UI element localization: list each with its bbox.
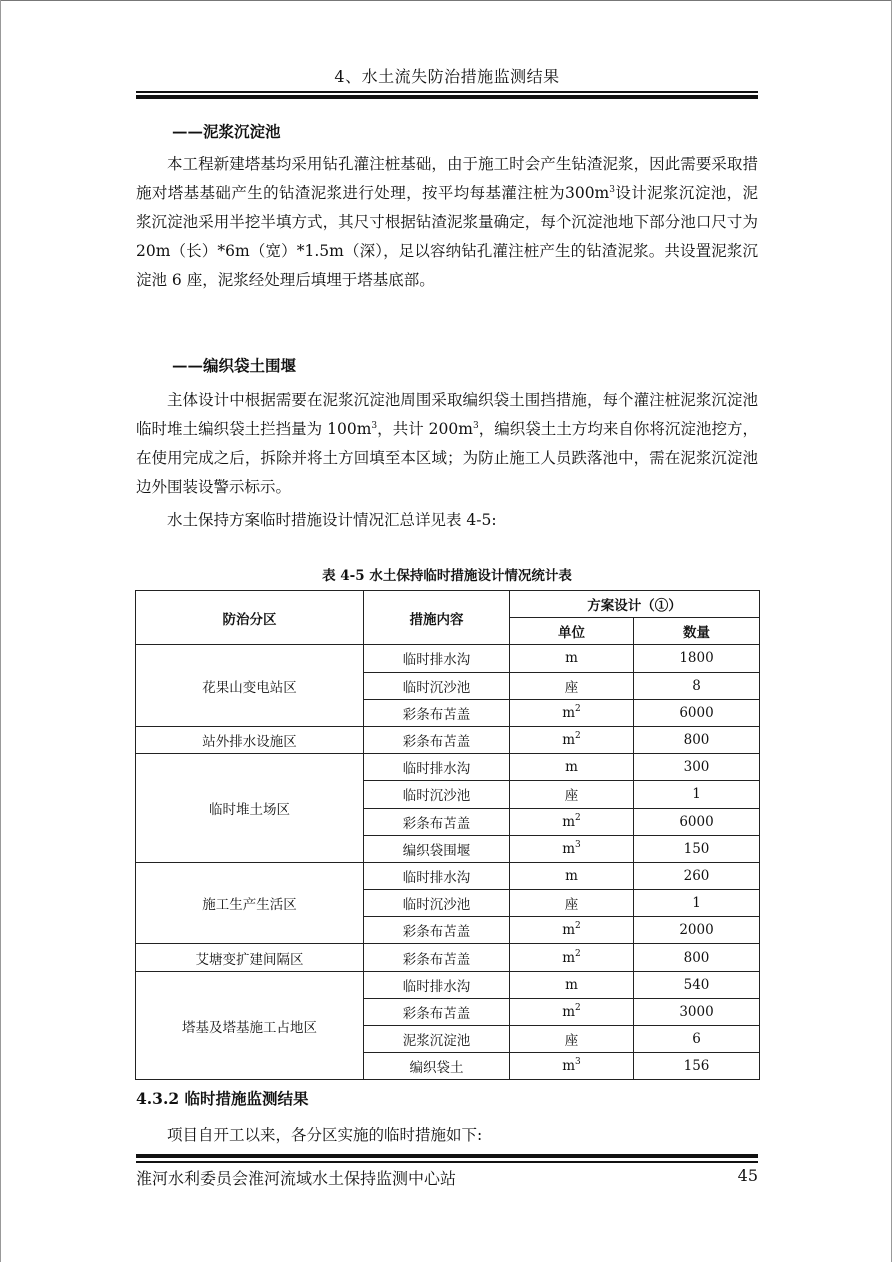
unit-text: 座 (564, 897, 579, 914)
page-left-border (0, 0, 1, 1262)
superscript: 3 (472, 421, 479, 431)
cell-measure: 临时排水沟 (364, 971, 510, 998)
cell-measure: 临时排水沟 (364, 754, 510, 781)
cell-qty: 1 (634, 781, 760, 808)
table-row (136, 754, 760, 781)
cell-qty: 2000 (634, 917, 760, 944)
unit-superscript: 2 (575, 921, 581, 932)
table-body (136, 645, 760, 1080)
cell-unit (510, 835, 634, 862)
cell-measure: 彩条布苫盖 (364, 726, 510, 753)
text-run: 本工程新建塔基均采用钻孔灌注桩基础，由于施工时会产生钻渣泥浆，因此需要采取措施对塔基基础产生的钻渣泥浆进行处理，按平均每基灌注桩为 (136, 155, 758, 202)
text-run: 主体设计中根据需要在泥浆沉淀池周围采取编织袋土围挡措施，每个灌注桩泥浆沉淀池临时堆土编织袋土拦挡量为 100m (136, 391, 758, 438)
cell-measure: 临时排水沟 (364, 645, 510, 672)
unit-text: m (565, 867, 578, 884)
header-rule-thin (136, 91, 758, 93)
cell-qty: 150 (634, 835, 760, 862)
cell-measure: 彩条布苫盖 (364, 944, 510, 971)
cell-unit (510, 781, 634, 808)
page-top-border (0, 0, 892, 1)
table-row (136, 862, 760, 889)
cell-qty: 1800 (634, 645, 760, 672)
unit-superscript: 2 (575, 1002, 581, 1013)
subsection-title: 4.3.2 临时措施监测结果 (136, 1089, 309, 1108)
cell-qty: 800 (634, 944, 760, 971)
cell-zone: 站外排水设施区 (136, 726, 364, 753)
table-row (136, 944, 760, 971)
cell-unit (510, 754, 634, 781)
unit-text: 座 (564, 1033, 579, 1050)
header-measure: 措施内容 (364, 591, 510, 645)
unit-text: m (562, 1003, 576, 1020)
unit-superscript: 3 (575, 1057, 581, 1068)
table-row (136, 645, 760, 672)
unit-superscript: 2 (575, 812, 581, 823)
cell-qty: 6000 (634, 808, 760, 835)
cell-qty: 6000 (634, 699, 760, 726)
table-row (136, 726, 760, 753)
unit-text: m (565, 976, 578, 993)
text-run: ，共计 200m (377, 420, 473, 438)
cell-measure: 彩条布苫盖 (364, 699, 510, 726)
cell-zone: 艾塘变扩建间隔区 (136, 944, 364, 971)
unit-text: m (562, 949, 576, 966)
section-mud-pond-body (136, 150, 758, 295)
header-rule-thick (136, 95, 758, 99)
cell-unit (510, 890, 634, 917)
header-unit: 单位 (510, 618, 634, 645)
cell-qty: 156 (634, 1053, 760, 1080)
unit-text: 座 (564, 788, 579, 805)
cell-measure: 临时排水沟 (364, 862, 510, 889)
unit-superscript: 2 (575, 703, 581, 714)
paragraph-summary: 水土保持方案临时措施设计情况汇总详见表 4-5: (167, 511, 497, 529)
unit-superscript: 2 (575, 948, 581, 959)
subsection-body (136, 1121, 758, 1150)
superscript: 3 (371, 421, 378, 431)
unit-text: m (565, 650, 578, 667)
unit-text: 座 (564, 679, 579, 696)
cell-measure: 临时沉沙池 (364, 781, 510, 808)
cell-measure: 泥浆沉淀池 (364, 1026, 510, 1053)
text-run: ，编织袋土土方均来自你将沉淀池挖方，在使用完成之后，拆除并将土方回填至本区域；为防止施工人员跌落池中，需在泥浆沉淀池边外围装设警示标示。 (136, 420, 758, 496)
cell-measure: 彩条布苫盖 (364, 917, 510, 944)
paragraph-bag-weir (136, 386, 758, 502)
table-row (136, 971, 760, 998)
unit-text: m (562, 704, 576, 721)
cell-qty: 800 (634, 726, 760, 753)
header-zone: 防治分区 (136, 591, 364, 645)
footer-rule-thin (136, 1161, 758, 1163)
unit-text: m (562, 922, 576, 939)
unit-text: m (562, 732, 576, 749)
cell-unit (510, 672, 634, 699)
unit-superscript: 2 (575, 731, 581, 742)
cell-unit (510, 1053, 634, 1080)
unit-text: m (562, 813, 576, 830)
cell-zone: 塔基及塔基施工占地区 (136, 971, 364, 1080)
cell-unit (510, 971, 634, 998)
measures-table (135, 590, 760, 1080)
cell-unit (510, 645, 634, 672)
cell-unit (510, 1026, 634, 1053)
cell-measure: 编织袋土 (364, 1053, 510, 1080)
running-header: 4、水土流失防治措施监测结果 (334, 67, 560, 86)
paragraph-mud-pond (136, 150, 758, 295)
header-qty: 数量 (634, 618, 760, 645)
superscript: 3 (609, 185, 615, 195)
footer-rule-thick (136, 1154, 758, 1158)
unit-superscript: 3 (575, 839, 581, 850)
cell-unit (510, 808, 634, 835)
section-title-mud-pond: ——泥浆沉淀池 (172, 122, 281, 141)
cell-measure: 临时沉沙池 (364, 890, 510, 917)
cell-qty: 300 (634, 754, 760, 781)
unit-text: m (565, 759, 578, 776)
cell-qty: 3000 (634, 998, 760, 1025)
cell-unit (510, 699, 634, 726)
cell-qty: 8 (634, 672, 760, 699)
unit-text: m (562, 1058, 576, 1075)
cell-zone: 花果山变电站区 (136, 645, 364, 727)
cell-measure: 编织袋围堰 (364, 835, 510, 862)
cell-unit (510, 998, 634, 1025)
footer-organization: 淮河水利委员会淮河流域水土保持监测中心站 (136, 1169, 457, 1188)
section-title-bag-weir: ——编织袋土围堰 (172, 356, 297, 375)
text-run: 300m (564, 184, 610, 202)
cell-qty: 1 (634, 890, 760, 917)
cell-zone: 施工生产生活区 (136, 862, 364, 944)
paragraph-intro: 项目自开工以来，各分区实施的临时措施如下: (167, 1126, 483, 1144)
page-number: 45 (737, 1166, 758, 1185)
cell-measure: 彩条布苫盖 (364, 808, 510, 835)
cell-unit (510, 944, 634, 971)
section-bag-weir-body (136, 386, 758, 535)
unit-text: m (562, 840, 576, 857)
text-run: 设计泥浆沉淀池，泥浆沉淀池采用半挖半填方式，其尺寸根据钻渣泥浆量确定，每个沉淀池地下部分池口尺寸为20m（长）*6m（宽）*1.5m（深），足以容纳钻孔灌注桩产生的钻渣泥浆。共设置泥浆沉淀池 6 座，泥浆经处理后填埋于塔基底部。 (136, 184, 758, 289)
cell-measure: 彩条布苫盖 (364, 998, 510, 1025)
cell-unit (510, 862, 634, 889)
cell-qty: 260 (634, 862, 760, 889)
cell-unit (510, 917, 634, 944)
cell-qty: 6 (634, 1026, 760, 1053)
cell-qty: 540 (634, 971, 760, 998)
cell-unit (510, 726, 634, 753)
cell-measure: 临时沉沙池 (364, 672, 510, 699)
table-caption: 表 4-5 水土保持临时措施设计情况统计表 (322, 568, 572, 584)
header-design: 方案设计（①） (510, 591, 760, 618)
cell-zone: 临时堆土场区 (136, 754, 364, 863)
